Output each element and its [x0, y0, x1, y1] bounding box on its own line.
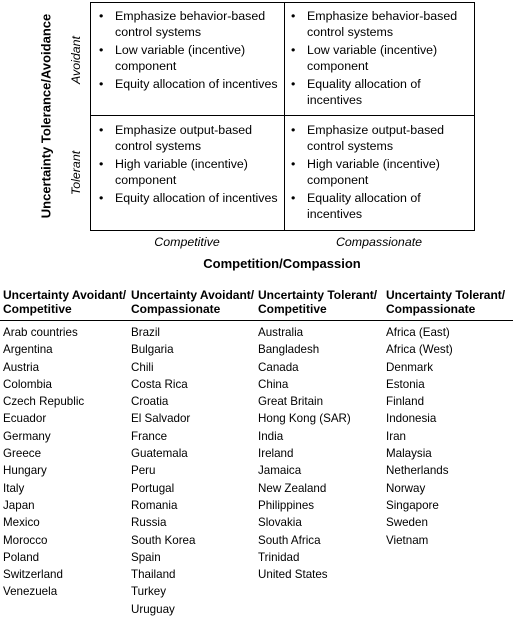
table-column-header [258, 288, 384, 316]
country-item: Spain [131, 550, 161, 564]
country-item: Vietnam [386, 533, 429, 547]
country-item: Africa (West) [386, 343, 453, 357]
country-list-tolerant-compassionate [386, 324, 453, 549]
col-label-compassionate: Compassionate [335, 235, 423, 249]
country-item: Slovakia [258, 516, 302, 530]
country-item: Venezuela [3, 585, 58, 599]
row-label-avoidant: Avoidant [69, 36, 83, 84]
matrix-divider-horizontal [91, 115, 474, 116]
country-item: Greece [3, 447, 42, 461]
country-item: Peru [131, 464, 156, 478]
country-item: Africa (East) [386, 326, 450, 339]
x-axis-title: Competition/Compassion [203, 256, 361, 271]
bullet-icon [99, 190, 115, 206]
country-item: Great Britain [258, 395, 324, 409]
bullet-icon [99, 122, 115, 154]
country-item: Guatemala [131, 447, 188, 461]
cell-bullet [291, 42, 471, 74]
country-item: Canada [258, 360, 299, 374]
country-item: Costa Rica [131, 377, 188, 391]
country-item: Norway [386, 481, 426, 495]
header-line: Uncertainty Tolerant/ [386, 288, 506, 302]
cell-bullet [99, 76, 279, 92]
header-divider [0, 320, 513, 321]
cell-tolerant-compassionate [291, 122, 471, 224]
country-item: Poland [3, 550, 40, 564]
country-item: Croatia [131, 395, 169, 409]
bullet-icon [99, 76, 115, 92]
country-item: Indonesia [386, 412, 437, 426]
country-item: South Korea [131, 533, 196, 547]
country-item: Uruguay [131, 602, 175, 616]
bullet-icon [291, 76, 307, 108]
country-item: Japan [3, 498, 35, 512]
cell-bullet [99, 122, 279, 154]
country-item: Czech Republic [3, 395, 85, 409]
bullet-icon [99, 156, 115, 188]
cell-bullet [99, 42, 279, 74]
bullet-icon [99, 42, 115, 74]
country-item: Portugal [131, 481, 175, 495]
country-list-tolerant-competitive [258, 324, 351, 583]
cell-bullet [291, 122, 471, 154]
bullet-text: Emphasize behavior-based control systems [307, 9, 458, 39]
row-label-tolerant: Tolerant [69, 150, 83, 196]
country-item: France [131, 429, 168, 443]
bullet-icon [291, 8, 307, 40]
cell-bullet [99, 156, 279, 188]
country-item: Iran [386, 429, 406, 443]
country-item: Ecuador [3, 412, 47, 426]
header-line: Uncertainty Avoidant/ [131, 288, 255, 302]
country-item: Italy [3, 481, 25, 495]
country-item: Bulgaria [131, 343, 174, 357]
cell-tolerant-competitive [99, 122, 279, 208]
header-line: Uncertainty Tolerant/ [258, 288, 378, 302]
table-column-header [386, 288, 512, 316]
country-item: Mexico [3, 516, 40, 530]
table-column-header [3, 288, 129, 316]
country-item: Singapore [386, 498, 439, 512]
bullet-text: Emphasize output-based control systems [115, 123, 253, 153]
country-item: South Africa [258, 533, 321, 547]
cell-bullet [99, 190, 279, 206]
bullet-text: Equality allocation of incentives [307, 191, 421, 221]
bullet-text: Emphasize behavior-based control systems [115, 9, 266, 39]
country-item: Australia [258, 326, 304, 339]
country-item: Russia [131, 516, 167, 530]
header-line: Uncertainty Avoidant/ [3, 288, 127, 302]
bullet-text: Equity allocation of incentives [115, 77, 278, 91]
cell-avoidant-competitive [99, 8, 279, 94]
bullet-icon [291, 122, 307, 154]
y-axis-title: Uncertainty Tolerance/Avoidance [38, 13, 54, 219]
country-item: El Salvador [131, 412, 191, 426]
country-item: New Zealand [258, 481, 327, 495]
country-list-avoidant-competitive [3, 324, 84, 601]
header-line: Compassionate [131, 302, 221, 316]
country-item: Turkey [131, 585, 167, 599]
country-item: Morocco [3, 533, 48, 547]
country-item: Hungary [3, 464, 47, 478]
country-item: Romania [131, 498, 178, 512]
country-item: Chili [131, 360, 154, 374]
country-item: Germany [3, 429, 51, 443]
bullet-icon [291, 156, 307, 188]
bullet-text: Low variable (incentive) component [307, 43, 438, 73]
country-item: Finland [386, 395, 425, 409]
cell-bullet [291, 76, 471, 108]
cell-bullet [291, 156, 471, 188]
bullet-text: Low variable (incentive) component [115, 43, 246, 73]
country-item: Thailand [131, 568, 176, 582]
bullet-icon [291, 190, 307, 222]
country-item: Philippines [258, 498, 315, 512]
country-item: Switzerland [3, 568, 63, 582]
bullet-text: Equity allocation of incentives [115, 191, 278, 205]
bullet-text: Equality allocation of incentives [307, 77, 421, 107]
cell-bullet [291, 190, 471, 222]
cell-bullet [291, 8, 471, 40]
country-item: Denmark [386, 360, 434, 374]
country-item: Hong Kong (SAR) [258, 412, 351, 426]
country-item: China [258, 377, 289, 391]
country-list-avoidant-compassionate [131, 324, 195, 618]
country-item: Sweden [386, 516, 428, 530]
country-item: Jamaica [258, 464, 302, 478]
country-item: Colombia [3, 377, 52, 391]
country-item: Trinidad [258, 550, 300, 564]
table-column-header [131, 288, 257, 316]
country-item: Bangladesh [258, 343, 320, 357]
country-item: Austria [3, 360, 40, 374]
bullet-text: Emphasize output-based control systems [307, 123, 445, 153]
header-line: Compassionate [386, 302, 476, 316]
bullet-text: High variable (incentive) component [307, 157, 440, 187]
country-item: Argentina [3, 343, 53, 357]
country-item: India [258, 429, 284, 443]
country-item: Brazil [131, 326, 160, 339]
header-line: Competitive [258, 302, 327, 316]
cell-avoidant-compassionate [291, 8, 471, 110]
col-label-competitive: Competitive [154, 235, 220, 249]
bullet-icon [99, 8, 115, 40]
matrix-divider-vertical [284, 3, 285, 230]
country-item: Estonia [386, 377, 425, 391]
country-item: United States [258, 568, 328, 582]
country-item: Arab countries [3, 326, 78, 339]
control-system-matrix [90, 2, 475, 231]
bullet-icon [291, 42, 307, 74]
country-item: Netherlands [386, 464, 449, 478]
country-item: Ireland [258, 447, 294, 461]
country-item: Malaysia [386, 447, 432, 461]
cell-bullet [99, 8, 279, 40]
header-line: Competitive [3, 302, 72, 316]
bullet-text: High variable (incentive) component [115, 157, 248, 187]
